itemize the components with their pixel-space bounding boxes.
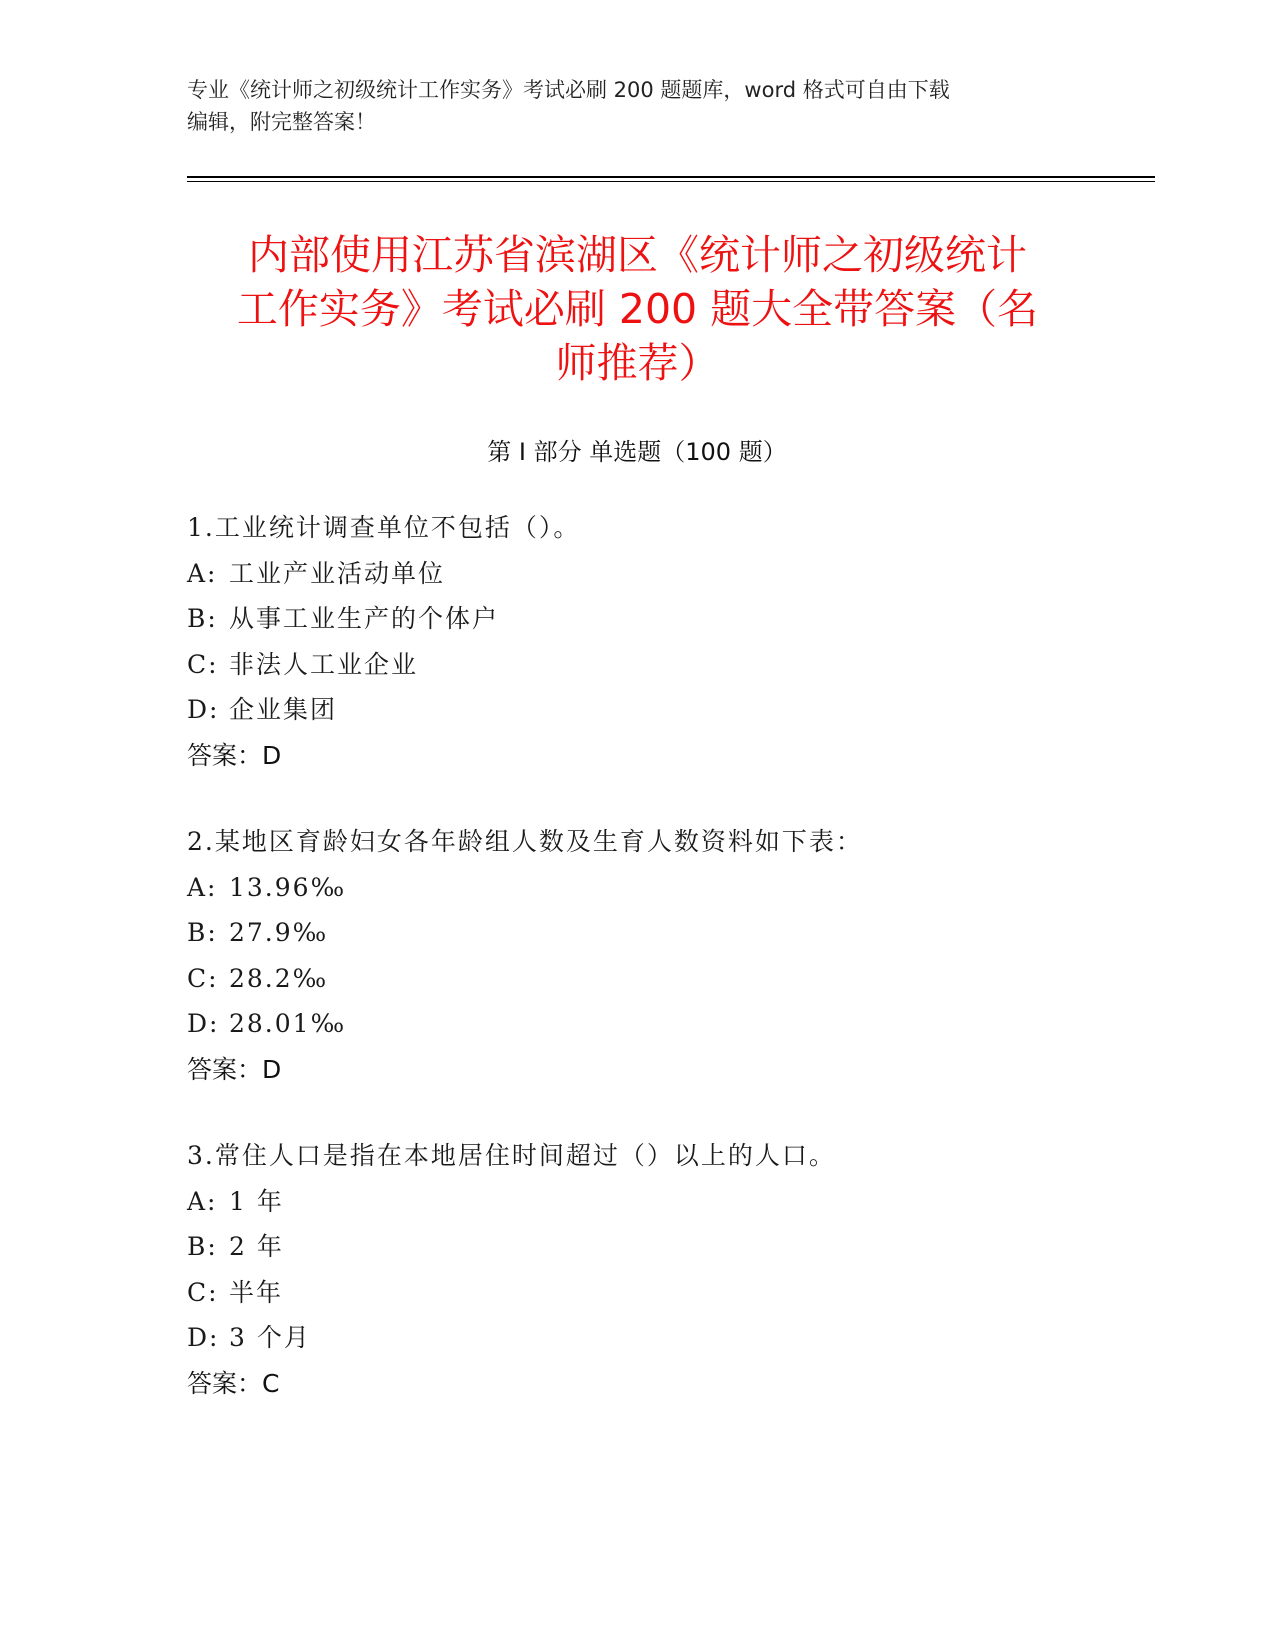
option-text: 从事工业生产的个体户 (229, 604, 500, 633)
header-divider (187, 176, 1155, 182)
option-text: 27.9‰ (229, 918, 329, 947)
header-note-line-1: 专业《统计师之初级统计工作实务》考试必刷 200 题题库，word 格式可自由下载 (187, 78, 950, 102)
option-text: 非法人工业企业 (229, 649, 419, 679)
option-label: D: (187, 1323, 220, 1352)
option-label: C: (187, 963, 219, 993)
option-text: 13.96‰ (229, 872, 347, 902)
option-text: 1 年 (229, 1186, 284, 1216)
option-text: 2 年 (229, 1232, 284, 1261)
option-a (187, 1179, 1137, 1225)
option-d (187, 687, 1137, 733)
option-a (187, 551, 1137, 597)
title-line-1: 内部使用江苏省滨湖区《统计师之初级统计 (248, 231, 1027, 279)
header-note-line-2: 编辑，附完整答案！ (187, 110, 376, 134)
option-c (187, 1270, 1137, 1316)
answer-line: 答案：C (187, 1368, 280, 1398)
option-label: D: (187, 1009, 220, 1038)
option-text: 3 个月 (229, 1323, 311, 1352)
option-label: A: (187, 872, 218, 902)
option-text: 28.01‰ (229, 1009, 347, 1038)
option-label: B: (187, 604, 218, 633)
option-b (187, 1224, 1137, 1270)
section-heading: 第 I 部分 单选题（100 题） (487, 438, 787, 466)
answer-line: 答案：D (187, 740, 282, 770)
question-stem: 2.某地区育龄妇女各年龄组人数及生育人数资料如下表： (187, 827, 863, 856)
answer-line: 答案：D (187, 1054, 282, 1084)
option-label: C: (187, 1277, 219, 1307)
option-c (187, 642, 1137, 688)
option-label: B: (187, 1232, 218, 1261)
option-text: 28.2‰ (229, 963, 329, 993)
option-label: C: (187, 649, 219, 679)
option-text: 半年 (229, 1277, 284, 1307)
question-stem: 3.常住人口是指在本地居住时间超过（）以上的人口。 (187, 1141, 836, 1170)
option-d (187, 1001, 1137, 1047)
question-stem: 1.工业统计调查单位不包括（）。 (187, 513, 581, 542)
document-header-note (187, 74, 1087, 138)
option-a (187, 865, 1137, 911)
option-c (187, 956, 1137, 1002)
option-label: A: (187, 1186, 218, 1216)
option-b (187, 910, 1137, 956)
question-1 (187, 505, 1137, 778)
option-text: 企业集团 (229, 695, 338, 724)
title-line-2: 工作实务》考试必刷 200 题大全带答案（名 (236, 285, 1039, 333)
option-b (187, 596, 1137, 642)
option-label: A: (187, 558, 218, 588)
document-title (190, 228, 1085, 390)
option-label: D: (187, 695, 220, 724)
question-3 (187, 1133, 1137, 1406)
title-line-3: 师推荐） (555, 339, 720, 387)
option-label: B: (187, 918, 218, 947)
option-d (187, 1315, 1137, 1361)
question-2 (187, 819, 1137, 1092)
option-text: 工业产业活动单位 (229, 558, 446, 588)
